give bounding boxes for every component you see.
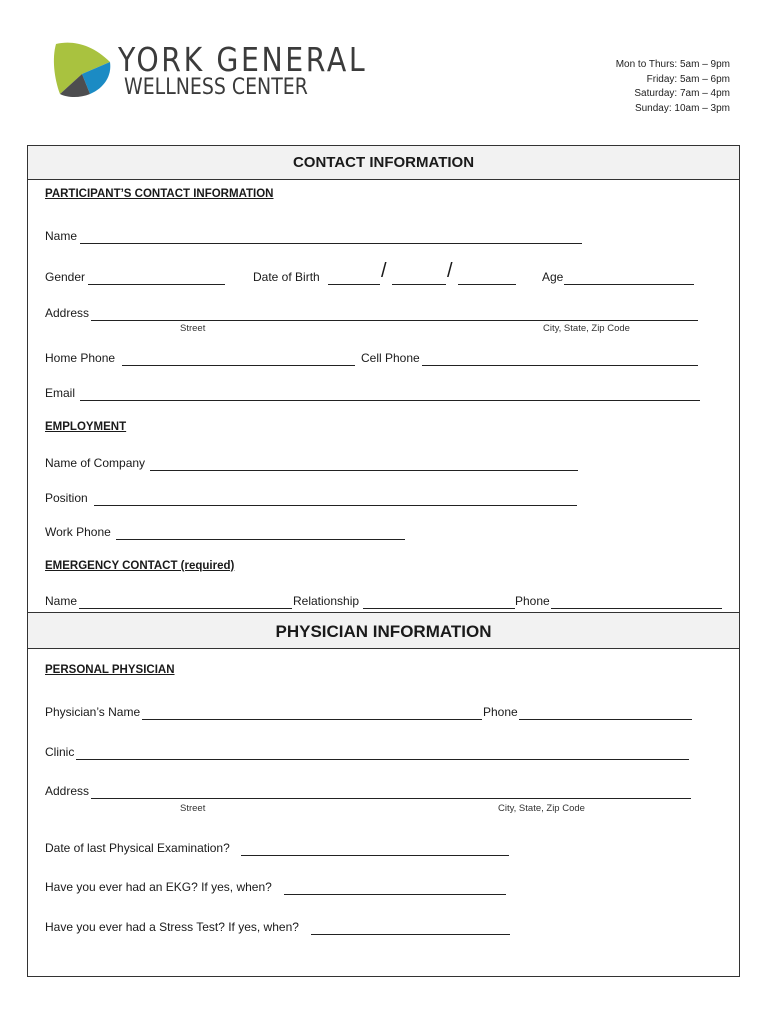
ekg-question: Have you ever had an EKG? If yes, when? [45, 880, 272, 894]
position-field[interactable] [94, 505, 577, 506]
hours-line: Saturday: 7am – 4pm [634, 88, 730, 99]
participant-heading: PARTICIPANT’S CONTACT INFORMATION [45, 188, 274, 200]
clinic-field[interactable] [76, 759, 689, 760]
stress-test-question: Have you ever had a Stress Test? If yes, when? [45, 920, 299, 934]
name-label: Name [45, 229, 78, 243]
logo-mark-icon [52, 38, 114, 100]
company-label: Name of Company [45, 456, 146, 470]
hours-block [616, 58, 730, 116]
physician-section-title: PHYSICIAN INFORMATION [28, 613, 739, 649]
dob-year-field[interactable] [458, 284, 516, 285]
emergency-heading: EMERGENCY CONTACT (required) [45, 560, 235, 572]
position-label: Position [45, 491, 88, 505]
physician-phone-field[interactable] [519, 719, 692, 720]
emergency-name-field[interactable] [79, 608, 292, 609]
company-field[interactable] [150, 470, 578, 471]
cell-phone-field[interactable] [422, 365, 698, 366]
hours-line: Friday: 5am – 6pm [646, 73, 730, 85]
clinic-label: Clinic [45, 745, 75, 759]
street-caption: Street [180, 323, 206, 334]
address-label: Address [45, 306, 90, 320]
physician-name-label: Physician’s Name [45, 705, 141, 719]
email-field[interactable] [80, 400, 700, 401]
logo [52, 38, 368, 102]
address-field[interactable] [91, 320, 698, 321]
gender-label: Gender [45, 270, 86, 284]
contact-section [27, 145, 740, 612]
stress-test-field[interactable] [311, 934, 510, 935]
physician-address-field[interactable] [91, 798, 691, 799]
personal-physician-heading: PERSONAL PHYSICIAN [45, 664, 175, 676]
ekg-field[interactable] [284, 894, 506, 895]
dob-slash: / [381, 260, 387, 282]
work-phone-label: Work Phone [45, 525, 111, 539]
contact-section-title: CONTACT INFORMATION [28, 146, 739, 180]
gender-field[interactable] [88, 284, 225, 285]
age-field[interactable] [564, 284, 694, 285]
physician-section [27, 612, 740, 977]
emergency-relationship-label: Relationship [293, 594, 360, 608]
dob-slash: / [447, 260, 453, 282]
emergency-phone-field[interactable] [551, 608, 722, 609]
last-physical-question: Date of last Physical Examination? [45, 841, 230, 855]
emergency-relationship-field[interactable] [363, 608, 515, 609]
last-physical-field[interactable] [241, 855, 509, 856]
city-state-zip-caption: City, State, Zip Code [543, 323, 630, 334]
physician-address-label: Address [45, 784, 90, 798]
hours-line: Sunday: 10am – 3pm [634, 102, 730, 114]
hours-line: Mon to Thurs: 5am – 9pm [615, 59, 730, 70]
logo-line1: YORK GENERAL [118, 40, 368, 79]
employment-heading: EMPLOYMENT [45, 421, 127, 433]
logo-line2: WELLNESS CENTER [124, 75, 308, 100]
cell-phone-label: Cell Phone [361, 351, 420, 365]
work-phone-field[interactable] [116, 539, 405, 540]
dob-day-field[interactable] [392, 284, 446, 285]
dob-label: Date of Birth [253, 270, 320, 284]
physician-street-caption: Street [180, 803, 206, 814]
email-label: Email [45, 386, 76, 400]
emergency-name-label: Name [45, 594, 78, 608]
age-label: Age [542, 270, 564, 284]
dob-month-field[interactable] [328, 284, 380, 285]
name-field[interactable] [80, 243, 582, 244]
physician-name-field[interactable] [142, 719, 482, 720]
physician-city-state-zip-caption: City, State, Zip Code [498, 803, 585, 814]
home-phone-field[interactable] [122, 365, 355, 366]
emergency-phone-label: Phone [515, 594, 550, 608]
home-phone-label: Home Phone [45, 351, 116, 365]
physician-phone-label: Phone [483, 705, 518, 719]
